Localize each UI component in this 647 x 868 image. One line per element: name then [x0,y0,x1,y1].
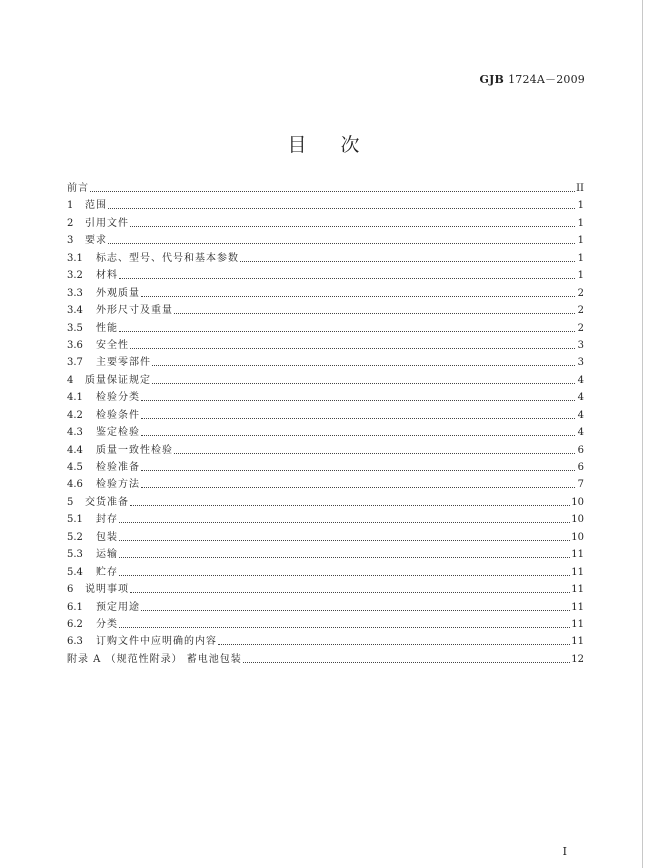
dot-leader [243,651,571,663]
toc-entry-page: 2 [577,305,584,317]
toc-entry-page: 10 [571,496,584,508]
toc-entry[interactable] [67,285,584,302]
toc-entry-page: 4 [577,427,584,439]
toc-entry[interactable] [67,633,584,650]
dot-leader [130,581,570,593]
toc-entry[interactable] [67,267,584,284]
toc-entry-label: 附录 A （规范性附录） 蓄电池包装 [67,653,242,665]
toc-entry[interactable] [67,511,584,528]
toc-entry[interactable] [67,197,584,214]
dot-leader [119,564,570,576]
standard-code-prefix: GJB [479,73,505,86]
toc-entry-number: 3.6 [67,339,83,351]
toc-entry-number: 3.1 [67,252,83,264]
toc-entry-page: 4 [577,374,584,386]
table-of-contents [67,180,584,668]
toc-entry-label: 鉴定检验 [96,427,140,439]
toc-entry-number: 4.2 [67,409,83,421]
toc-entry-number: 4.1 [67,392,83,404]
toc-entry-page: 7 [577,479,584,491]
toc-entry-label: 预定用途 [96,601,140,613]
toc-entry-number: 3.4 [67,305,83,317]
toc-entry-number: 5.2 [67,531,83,543]
toc-entry-number: 4 [67,374,74,386]
toc-entry[interactable] [67,442,584,459]
toc-entry-page: 1 [577,235,584,247]
toc-entry[interactable] [67,337,584,354]
dot-leader [108,232,575,244]
dot-leader [119,267,575,279]
dot-leader [119,616,570,628]
toc-entry-page: 11 [571,601,584,613]
dot-leader [119,529,570,541]
toc-entry-page: 1 [577,217,584,229]
toc-entry[interactable] [67,302,584,319]
toc-entry-label: 检验条件 [96,409,140,421]
toc-entry[interactable] [67,651,584,668]
toc-entry-number: 6.1 [67,601,83,613]
toc-entry-label: 质量一致性检验 [96,444,173,456]
toc-entry-label: 外形尺寸及重量 [96,305,173,317]
toc-entry-label: 检验方法 [96,479,140,491]
dot-leader [174,302,575,314]
dot-leader [141,424,575,436]
toc-entry-label: 标志、型号、代号和基本参数 [96,252,239,264]
toc-entry-page: 4 [577,409,584,421]
toc-entry-number: 6.2 [67,618,83,630]
dot-leader [174,442,575,454]
toc-entry-label: 前言 [67,183,89,194]
toc-entry-page: 3 [577,339,584,351]
toc-entry-label: 外观质量 [96,287,140,299]
toc-entry-number: 4.4 [67,444,83,456]
toc-entry[interactable] [67,215,584,232]
dot-leader [152,372,575,384]
standard-code-number: 1724A－2009 [508,73,585,86]
dot-leader [141,459,575,471]
toc-entry-label: 要求 [85,235,107,247]
toc-entry[interactable] [67,320,584,337]
toc-entry-label: 材料 [96,270,118,282]
toc-entry[interactable] [67,250,584,267]
toc-entry[interactable] [67,232,584,249]
toc-entry-number: 6.3 [67,636,83,648]
toc-entry-page: 3 [577,357,584,369]
dot-leader [141,389,575,401]
dot-leader [141,285,575,297]
toc-entry[interactable] [67,494,584,511]
dot-leader [108,197,575,209]
toc-entry-page: 6 [577,462,584,473]
toc-entry-number: 4.6 [67,479,83,491]
toc-entry-number: 3.2 [67,270,83,282]
toc-entry-number: 6 [67,584,74,596]
toc-entry-label: 引用文件 [85,217,129,229]
toc-entry-page: 11 [571,584,584,596]
toc-entry[interactable] [67,424,584,441]
toc-entry[interactable] [67,372,584,389]
toc-entry[interactable] [67,546,584,563]
dot-leader [130,215,575,227]
toc-entry-number: 4.5 [67,462,83,473]
toc-entry-page: 11 [571,566,584,578]
toc-entry-page: 10 [571,531,584,543]
toc-entry-page: 2 [577,322,584,334]
toc-entry-page: 12 [571,653,584,665]
toc-entry-page: 1 [577,270,584,282]
toc-entry[interactable] [67,581,584,598]
dot-leader [90,180,575,192]
toc-entry[interactable] [67,354,584,371]
dot-leader [141,599,570,611]
dot-leader [141,476,575,488]
toc-entry-label: 主要零部件 [96,357,151,369]
toc-entry-page: 11 [571,618,584,630]
toc-entry-label: 检验准备 [96,462,140,473]
toc-entry-label: 性能 [96,322,118,334]
standard-code [480,71,585,87]
dot-leader [119,511,570,523]
toc-entry-page: 11 [571,549,584,561]
toc-entry-label: 质量保证规定 [85,374,151,386]
toc-entry-page: 1 [577,252,584,264]
dot-leader [240,250,575,262]
dot-leader [119,546,570,558]
page-folio: I [562,845,567,858]
toc-entry-number: 3.5 [67,322,83,334]
dot-leader [152,354,575,366]
dot-leader [141,407,575,419]
toc-entry-number: 3.3 [67,287,83,299]
toc-entry-number: 5.4 [67,566,83,578]
toc-entry[interactable] [67,476,584,493]
toc-entry[interactable] [67,616,584,633]
toc-entry[interactable] [67,529,584,546]
toc-entry-number: 2 [67,217,74,229]
dot-leader [119,320,575,332]
dot-leader [130,337,575,349]
toc-entry[interactable] [67,180,584,197]
toc-entry[interactable] [67,407,584,424]
toc-entry-label: 检验分类 [96,392,140,404]
dot-leader [130,494,570,506]
toc-entry-page: 11 [571,636,584,648]
toc-entry-page: 4 [577,392,584,404]
toc-entry-number: 5.1 [67,514,83,526]
toc-entry-number: 1 [67,200,74,212]
toc-entry-label: 包装 [96,531,118,543]
toc-entry-page: II [576,183,584,194]
toc-entry-number: 5.3 [67,549,83,561]
toc-entry-page: 10 [571,514,584,526]
toc-title: 目次 [287,134,394,156]
toc-entry-label: 范围 [85,200,107,212]
dot-leader [218,633,570,645]
toc-entry-page: 2 [577,287,584,299]
toc-entry-page: 1 [577,200,584,212]
toc-entry-label: 说明事项 [85,584,129,596]
toc-entry-label: 贮存 [96,566,118,578]
toc-entry-number: 3.7 [67,357,83,369]
toc-entry[interactable] [67,459,584,476]
toc-entry-label: 运输 [96,549,118,561]
toc-entry-label: 安全性 [96,339,129,351]
toc-entry-page: 6 [577,444,584,456]
toc-entry[interactable] [67,599,584,616]
toc-entry-number: 3 [67,235,74,247]
toc-entry-number: 4.3 [67,427,83,439]
toc-entry-label: 分类 [96,618,118,630]
toc-entry-number: 5 [67,496,74,508]
toc-entry-label: 订购文件中应明确的内容 [96,636,217,648]
toc-entry-label: 交货准备 [85,496,129,508]
toc-entry-label: 封存 [96,514,118,526]
toc-entry[interactable] [67,564,584,581]
toc-entry[interactable] [67,389,584,406]
